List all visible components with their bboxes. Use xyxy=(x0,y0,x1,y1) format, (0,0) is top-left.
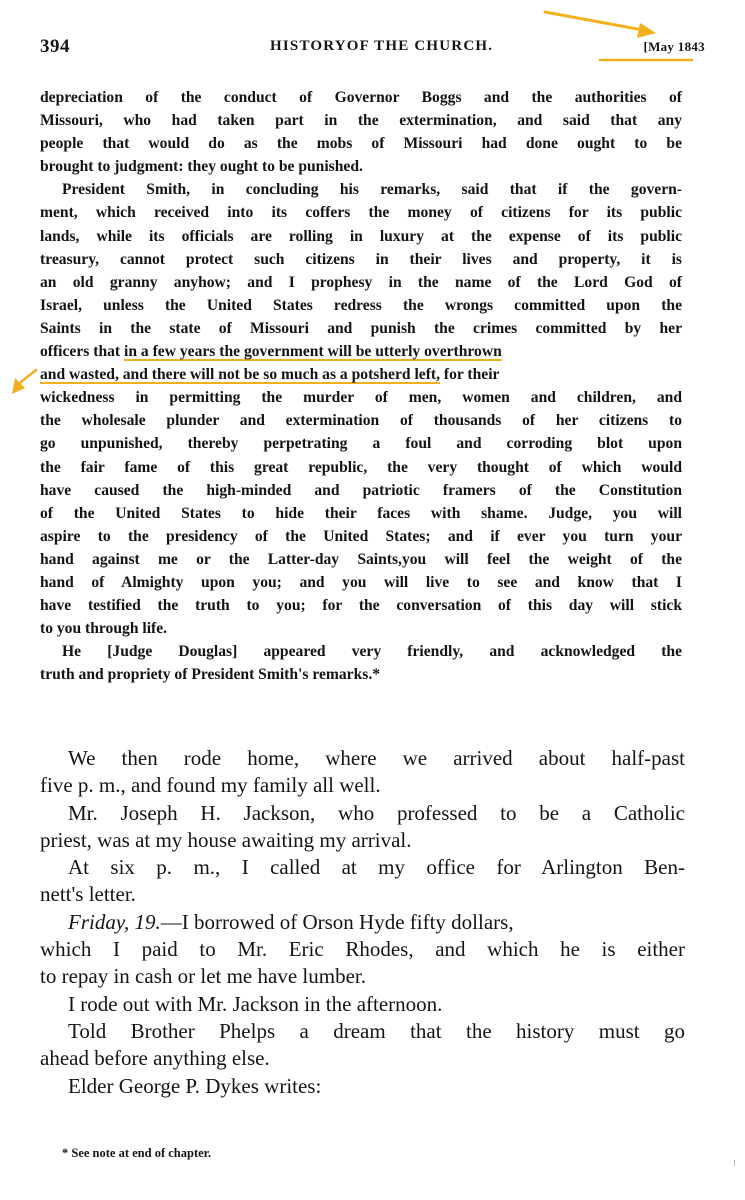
running-title: HISTORYOF THE CHURCH. xyxy=(270,38,494,54)
text-line: five p. m., and found my family all well. xyxy=(40,773,381,798)
text-line: truth and propriety of President Smith's remarks.* xyxy=(40,666,381,684)
highlighted-prophecy: and wasted, and there will not be so much as a potsherd left, xyxy=(40,366,440,384)
text-segment: —I borrowed of Orson Hyde fifty dollars, xyxy=(160,909,514,934)
text-line: lands, while its officials are rolling in luxury at the expense of its public xyxy=(40,227,682,245)
text-line: We then rode home, where we arrived about half-past xyxy=(68,746,685,770)
journal-text-block xyxy=(40,745,685,1100)
text-line: President Smith, in concluding his remarks, said that if the govern- xyxy=(62,181,682,199)
text-line: hand against me or the Latter-day Saints,you will feel the weight of the xyxy=(40,550,682,568)
footnote: * See note at end of chapter. xyxy=(62,1146,212,1160)
text-line: priest, was at my house awaiting my arrival. xyxy=(40,827,412,852)
text-line xyxy=(40,909,685,936)
text-line-highlighted xyxy=(40,363,682,386)
text-line: to repay in cash or let me have lumber. xyxy=(40,964,366,989)
highlighted-prophecy: in a few years the government will be utterly overthrown xyxy=(124,343,502,361)
text-line: depreciation of the conduct of Governor Boggs and the authorities of xyxy=(40,89,682,106)
text-line: of the United States to hide their faces with shame. Judge, you will xyxy=(40,504,682,522)
text-line: Mr. Joseph H. Jackson, who professed to be a Catholic xyxy=(68,800,685,825)
arrow-icon xyxy=(12,370,36,394)
text-line: hand of Almighty upon you; and you will live to see and know that I xyxy=(40,573,682,591)
text-line: wickedness in permitting the murder of men, women and children, and xyxy=(40,389,682,407)
text-line: He [Judge Douglas] appeared very friendly, and acknowledged the xyxy=(62,643,682,661)
text-line: have testified the truth to you; for the conversation of this day will stick xyxy=(40,597,682,615)
text-line-highlighted xyxy=(40,340,682,363)
text-line: aspire to the presidency of the United States; and if ever you turn your xyxy=(40,527,682,545)
text-line: At six p. m., I called at my office for Arlington Ben- xyxy=(68,855,685,880)
text-line: I rode out with Mr. Jackson in the afternoon. xyxy=(68,991,443,1016)
text-line: Missouri, who had taken part in the extermination, and said that any xyxy=(40,112,682,130)
text-line: go unpunished, thereby perpetrating a foul and corroding blot upon xyxy=(40,435,682,453)
text-segment: for their xyxy=(439,366,500,384)
text-line: people that would do as the mobs of Missouri had done ought to be xyxy=(40,135,682,153)
page-number: 394 xyxy=(40,36,70,57)
text-line: which I paid to Mr. Eric Rhodes, and which he is either xyxy=(40,937,685,962)
text-line: Israel, unless the United States redress the wrongs committed upon the xyxy=(40,296,682,314)
text-line: Elder George P. Dykes writes: xyxy=(68,1073,322,1098)
text-line: treasury, cannot protect such citizens in their lives and property, it is xyxy=(40,250,682,268)
date-mark: [May 1843 xyxy=(643,39,705,54)
text-line: nett's letter. xyxy=(40,882,136,907)
text-line: Saints in the state of Missouri and punish the crimes committed by her xyxy=(40,319,682,337)
scan-artifact-icon: ⁝ xyxy=(733,1158,736,1168)
text-line: the fair fame of this great republic, the very thought of which would xyxy=(40,458,682,476)
text-segment: officers that xyxy=(40,343,124,361)
text-line: brought to judgment: they ought to be punished. xyxy=(40,158,363,176)
text-line: to you through life. xyxy=(40,620,168,638)
text-line: ment, which received into its coffers the money of citizens for its public xyxy=(40,204,682,222)
date-entry: Friday, 19. xyxy=(68,909,161,934)
text-line: an old granny anyhow; and I prophesy in the name of the Lord God of xyxy=(40,273,682,291)
main-text-block xyxy=(40,86,682,686)
arrow-icon xyxy=(545,12,656,38)
text-line: Told Brother Phelps a dream that the history must go xyxy=(68,1018,685,1043)
text-line: ahead before anything else. xyxy=(40,1046,270,1071)
text-line: the wholesale plunder and extermination of thousands of her citizens to xyxy=(40,412,682,430)
text-line: have caused the high-minded and patriotic framers of the Constitution xyxy=(40,481,682,499)
page-header xyxy=(40,36,705,60)
